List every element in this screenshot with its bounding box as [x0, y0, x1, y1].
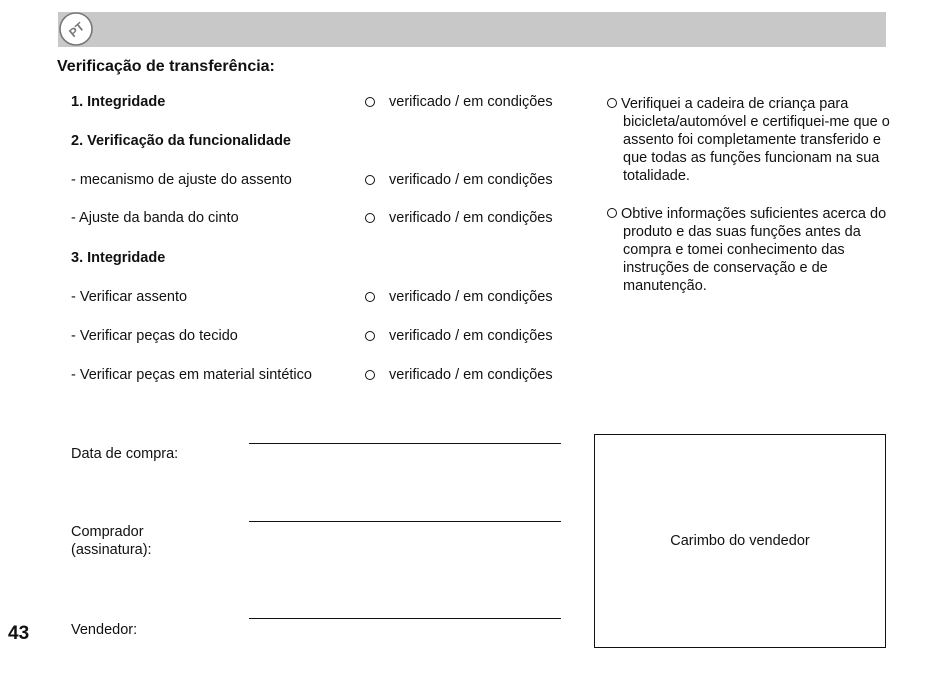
stamp-label: Carimbo do vendedor — [670, 533, 810, 549]
row-label: - Ajuste da banda do cinto — [71, 210, 239, 226]
circle-checkbox-icon[interactable] — [607, 98, 617, 108]
declaration-text: Obtive informações suficientes acerca do produto e das suas funções antes da compra e tomei conhecimento das instruções de conservação e de manutenção. — [621, 206, 887, 294]
buyer-label-line1: Comprador — [71, 524, 144, 540]
row-label: - Verificar assento — [71, 289, 188, 305]
circle-checkbox-icon[interactable] — [607, 208, 617, 218]
row-label: - mecanismo de ajuste do assento — [71, 172, 292, 188]
seller-label: Vendedor: — [71, 622, 138, 638]
check-option[interactable] — [365, 367, 553, 383]
row-label: - Verificar peças em material sintético — [71, 367, 312, 383]
check-option[interactable] — [365, 328, 553, 344]
check-option[interactable] — [365, 289, 553, 305]
check-label: verificado / em condições — [389, 328, 553, 344]
purchase-date-line[interactable] — [249, 443, 561, 444]
row-label: 1. Integridade — [71, 94, 166, 110]
check-label: verificado / em condições — [389, 289, 553, 305]
circle-checkbox-icon[interactable] — [365, 331, 375, 341]
language-badge — [58, 11, 94, 47]
check-label: verificado / em condições — [389, 210, 553, 226]
circle-checkbox-icon[interactable] — [365, 370, 375, 380]
header-bar — [58, 12, 886, 47]
check-label: verificado / em condições — [389, 172, 553, 188]
row-label: 3. Integridade — [71, 250, 166, 266]
row-label: - Verificar peças do tecido — [71, 328, 238, 344]
buyer-label-line2: (assinatura): — [71, 542, 152, 558]
declaration-informed[interactable] — [607, 205, 908, 295]
check-label: verificado / em condições — [389, 94, 553, 110]
declaration-text: Verifiquei a cadeira de criança para bicicleta/automóvel e certifiquei-me que o assento foi completamente transferido e que todas as funções funcionam na sua totalidade. — [621, 96, 890, 184]
row-label: 2. Verificação da funcionalidade — [71, 133, 291, 149]
buyer-signature-line[interactable] — [249, 521, 561, 522]
purchase-date-label: Data de compra: — [71, 446, 179, 462]
circle-checkbox-icon[interactable] — [365, 292, 375, 302]
check-option[interactable] — [365, 172, 553, 188]
circle-checkbox-icon[interactable] — [365, 97, 375, 107]
check-label: verificado / em condições — [389, 367, 553, 383]
circle-checkbox-icon[interactable] — [365, 175, 375, 185]
seller-stamp-box[interactable] — [594, 434, 886, 648]
check-option[interactable] — [365, 210, 553, 226]
language-badge-text: PT — [66, 19, 88, 41]
check-option[interactable] — [365, 94, 553, 110]
buyer-label — [71, 523, 152, 559]
circle-checkbox-icon[interactable] — [365, 213, 375, 223]
page-number: 43 — [8, 623, 30, 644]
seller-line[interactable] — [249, 618, 561, 619]
declaration-verified[interactable] — [607, 95, 908, 185]
section-title: Verificação de transferência: — [57, 58, 275, 75]
